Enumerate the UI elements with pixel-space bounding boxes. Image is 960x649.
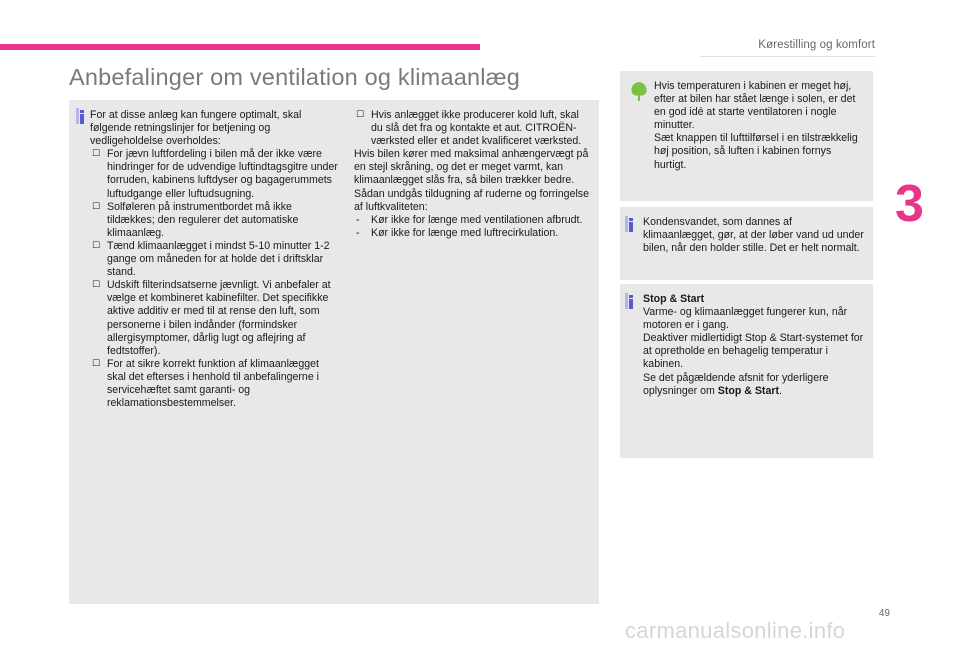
page-title: Anbefalinger om ventilation og klimaanlæg (69, 64, 521, 90)
page-number: 49 (878, 608, 890, 619)
info-icon (629, 295, 633, 308)
stop-start-paragraph: Deaktiver midlertidigt Stop & Start-systemet for at opretholde en behagelig temperatur i kabinen. (643, 332, 864, 371)
condensation-text: Kondensvandet, som dannes af klimaanlægget, gør, at der løber vand ud under bilen, når den holder stille. Det er helt normalt. (643, 216, 864, 255)
info-bar-accent (625, 293, 628, 309)
list-item: - Kør ikke for længe med luftrecirkulation. (354, 227, 592, 240)
chapter-number: 3 (895, 175, 924, 233)
info-bar-accent (625, 216, 628, 232)
reference-period: . (779, 384, 782, 397)
fogging-paragraph: Sådan undgås tildugning af ruderne og forringelse af luftkvaliteten: (354, 187, 589, 213)
chapter-title: Kørestilling og komfort (758, 39, 875, 51)
intro-text: For at disse anlæg kan fungere optimalt, skal følgende retningslinjer for betjening og vedligeholdelse overholdes: (90, 109, 302, 148)
main-column-right (354, 109, 592, 240)
eco-tip-paragraph: Hvis temperaturen i kabinen er meget høj, efter at bilen har stået længe i solen, er det en god idé at starte ventilatoren i nogle minutter. (654, 80, 856, 132)
stop-start-title: Stop & Start (643, 293, 705, 305)
list-item: - Kør ikke for længe med ventilationen afbrudt. (354, 214, 592, 227)
list-item: ☐ Udskift filterindsatserne jævnligt. Vi anbefaler at vælge et kombineret kabinefilter. Det specifikke aktive additiv er med til at rense den luft, som personerne i bilen indånder (formindsker allergisymptomer, dårlig lugt og aflejring af fedtstoffer). (90, 279, 340, 358)
list-item: ☐ Tænd klimaanlægget i mindst 5-10 minutter 1-2 gange om måneden for at holde det i driftsklar stand. (90, 240, 340, 279)
info-bar-accent (76, 108, 79, 124)
list-item: ☐ For jævn luftfordeling i bilen må der ikke være hindringer for de udvendige luftindtagsgitre under forruden, kabinens luftdyser og bagagerummets luftudgange eller luftudsugning. (90, 148, 340, 200)
stop-start-text (643, 293, 865, 398)
list-item: ☐ Hvis anlægget ikke producerer kold luft, skal du slå det fra og kontakte et aut. CITROËN-værksted eller et andet kvalificeret værksted. (354, 109, 592, 148)
watermark: carmanualsonline.info (625, 618, 846, 643)
trailer-paragraph: Hvis bilen kører med maksimal anhængervægt på en stejl skråning, og det er meget varmt, kan klimaanlægget slås fra, så bilen trækker bedre. (354, 148, 589, 187)
eco-tip-paragraph: Sæt knappen til lufttilførsel i en tilstrækkelig høj position, så luften i kabinen fornys hurtigt. (654, 132, 858, 171)
chapter-divider (700, 56, 875, 57)
stop-start-paragraph: Varme- og klimaanlægget fungerer kun, når motoren er i gang. (643, 306, 848, 332)
info-icon (629, 218, 633, 231)
leaf-icon (628, 80, 650, 102)
main-column-left (90, 109, 340, 410)
reference-text: Se det pågældende afsnit for yderligere oplysninger om (643, 371, 829, 397)
stop-start-reference (643, 372, 865, 398)
eco-tip-text (654, 80, 866, 172)
info-icon (80, 110, 84, 123)
header-accent-bar (0, 44, 480, 50)
list-item: ☐ Solføleren på instrumentbordet må ikke tildækkes; den regulerer det automatiske klimaanlæg. (90, 201, 340, 240)
list-item: ☐ For at sikre korrekt funktion af klimaanlægget skal det efterses i henhold til anbefalingerne i servicehæftet samt garanti- og reklamationsbestemmelser. (90, 358, 340, 410)
reference-link-text: Stop & Start (717, 384, 780, 397)
